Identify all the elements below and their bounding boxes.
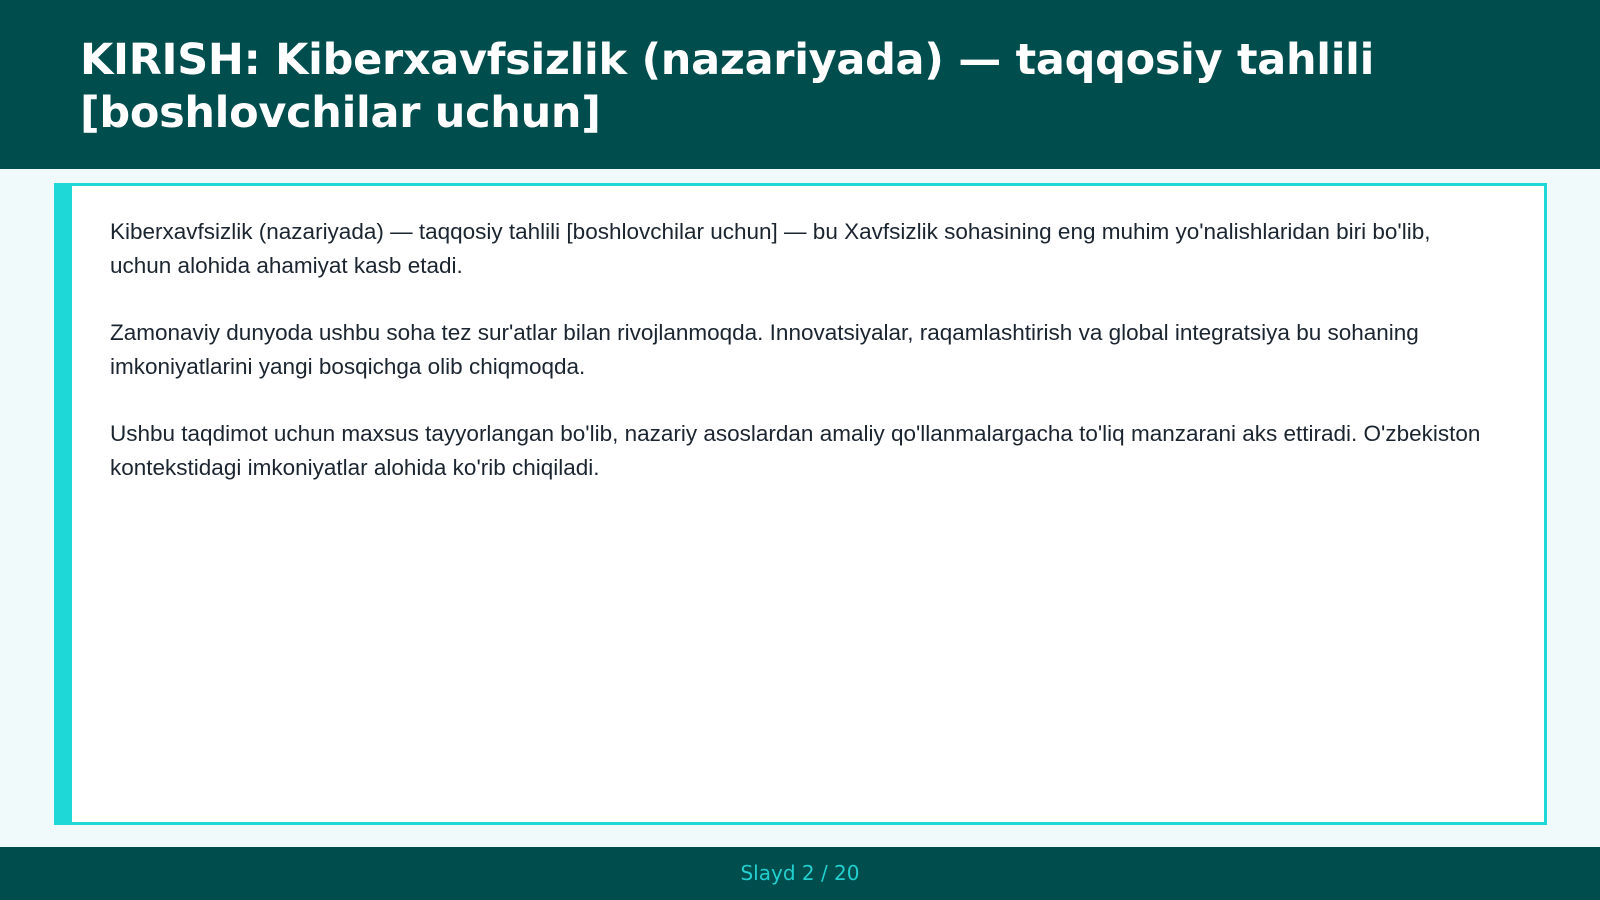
content-panel (54, 183, 1547, 825)
slide-header (0, 0, 1600, 169)
presentation-paragraph: Ushbu taqdimot uchun maxsus tayyorlangan bo'lib, nazariy asoslardan amaliy qo'llanmalargacha to'liq manzarani aks ettiradi. O'zbekiston kontekstidagi imkoniyatlar alohida ko'rib chiqiladi. (110, 421, 1481, 480)
slide-counter: Slayd 2 / 20 (740, 861, 860, 885)
development-paragraph: Zamonaviy dunyoda ushbu soha tez sur'atlar bilan rivojlanmoqda. Innovatsiyalar, raqamlashtirish va global integratsiya bu sohaning imkoniyatlarini yangi bosqichga olib chiqmoqda. (110, 320, 1419, 379)
slide-title: KIRISH: Kiberxavfsizlik (nazariyada) — taqqosiy tahlili [boshlovchilar uchun] (80, 35, 1375, 138)
slide-footer (0, 847, 1600, 900)
intro-paragraph: Kiberxavfsizlik (nazariyada) — taqqosiy tahlili [boshlovchilar uchun] — bu Xavfsizlik sohasining eng muhim yo'nalishlaridan biri bo'lib, uchun alohida ahamiyat kasb etadi. (110, 219, 1431, 278)
